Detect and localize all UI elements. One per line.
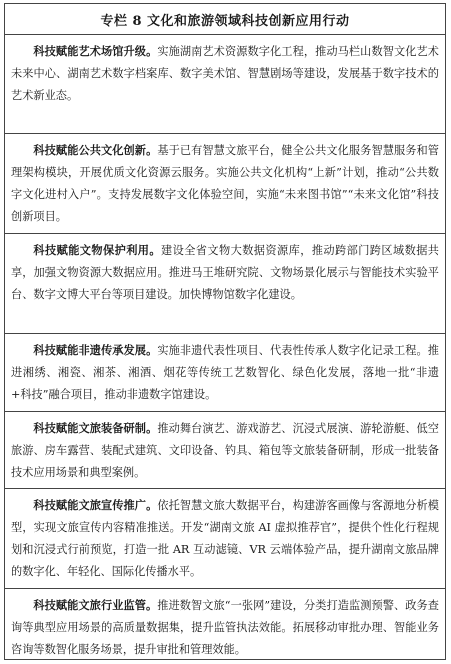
section-lead: 科技赋能文旅宣传推广。 xyxy=(33,498,158,512)
section-body: 依托智慧文旅大数据平台，构建游客画像与客源地分析模型，实现文旅宣传内容精准推送。开发“湖南文旅 AI 虚拟推荐官”，提供个性化行程规划和沉浸式行前预览，打造一批 AR 互动滤镜、VR 云端体验产品，提升湖南文旅品牌的数字化、年轻化、国际化传播水平。 xyxy=(11,499,439,578)
section-body: 建设全省文物大数据资源库，推动跨部门跨区域数据共享，加强文物资源大数据应用。推进马王堆研究院、文物场景化展示与智能技术实验平台、数字文博大平台等项目建设。加快博物馆数字化建设。 xyxy=(11,244,439,301)
section-body: 实施湖南艺术资源数字化工程，推动马栏山数智文化艺术未来中心、湖南艺术数字档案库、数字美术馆、智慧剧场等建设，发展基于数字技术的艺术新业态。 xyxy=(11,45,439,102)
section-equipment xyxy=(5,412,445,489)
section-body: 基于已有智慧文旅平台，健全公共文化服务智慧服务和管理架构模块，开展优质文化资源云服务。实施公共文化机构“上新”计划，推动“公共数字文化进村入户”。支持发展数字文化体验空间，实施“未来图书馆”“未来文化馆”科技创新项目。 xyxy=(11,144,439,223)
section-promotion xyxy=(5,489,445,589)
section-lead: 科技赋能文旅装备研制。 xyxy=(33,421,158,435)
column-title: 专栏 8 文化和旅游领域科技创新应用行动 xyxy=(5,4,445,35)
section-art-venues xyxy=(5,35,445,134)
section-lead: 科技赋能艺术场馆升级。 xyxy=(33,44,158,58)
section-body: 实施非遗代表性项目、代表性传承人数字化记录工程。推进湘绣、湘瓷、湘茶、湘酒、烟花等传统工艺数智化、绿色化发展，落地一批“非遗+科技”融合项目，推动非遗数字馆建设。 xyxy=(11,344,439,401)
section-lead: 科技赋能文旅行业监管。 xyxy=(33,598,158,612)
section-cultural-relics xyxy=(5,234,445,334)
section-body: 推动舞台演艺、游戏游艺、沉浸式展演、游轮游艇、低空旅游、房车露营、装配式建筑、文印设备、钓具、箱包等文旅装备研制，形成一批装备技术应用场景和典型案例。 xyxy=(11,422,439,479)
section-public-culture xyxy=(5,134,445,234)
column-box xyxy=(4,3,446,660)
section-lead: 科技赋能公共文化创新。 xyxy=(33,143,158,157)
section-body: 推进数智文旅“一张网”建设，分类打造监测预警、政务查询等典型应用场景的高质量数据集，提升监管执法效能。拓展移动审批办理、智能业务咨询等数智化服务场景，提升审批和管理效能。 xyxy=(11,599,439,656)
section-lead: 科技赋能文物保护利用。 xyxy=(33,243,161,257)
section-lead: 科技赋能非遗传承发展。 xyxy=(33,343,158,357)
section-intangible-heritage xyxy=(5,334,445,412)
section-supervision xyxy=(5,589,445,660)
